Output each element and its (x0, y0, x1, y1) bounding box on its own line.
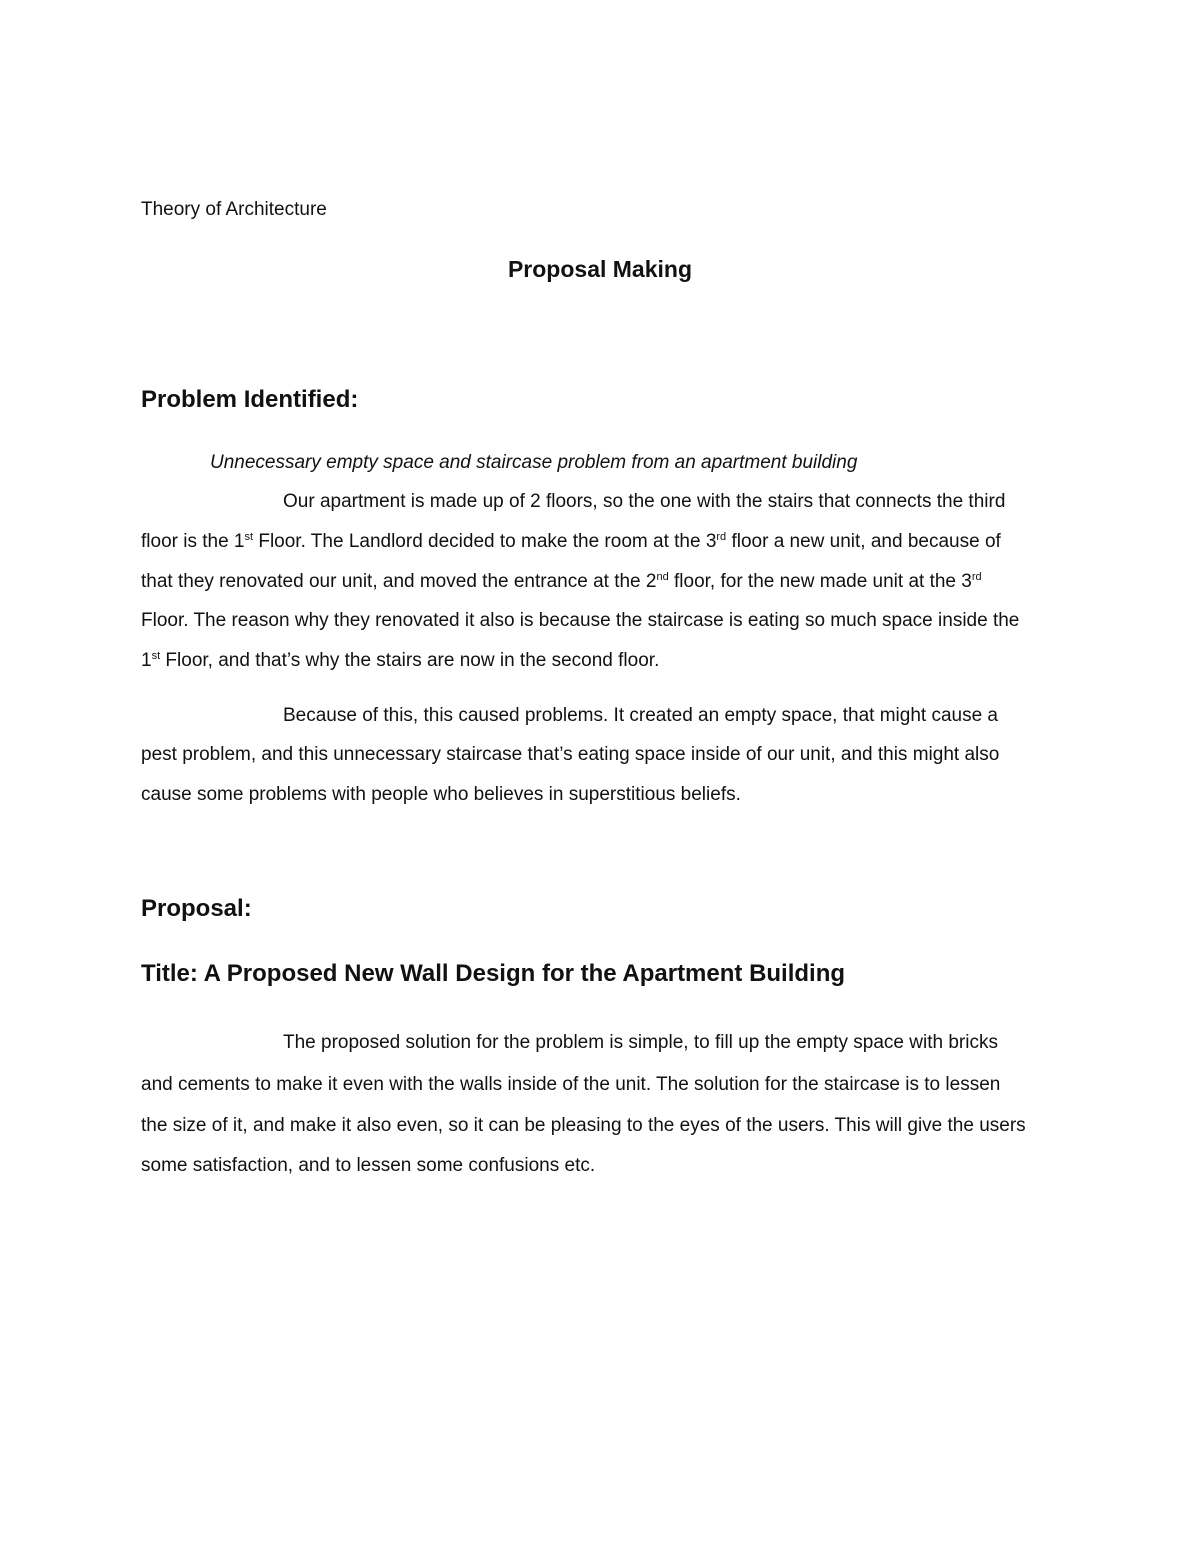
document-title: Proposal Making (507, 256, 693, 282)
proposal-paragraph-line-4: some satisfaction, and to lessen some confusions etc. (141, 1155, 596, 1176)
problem-paragraph-1-line-3: that they renovated our unit, and moved the entrance at the 2nd floor, for the new made unit at the 3rd (141, 571, 982, 592)
problem-paragraph-2-line-3: cause some problems with people who believes in superstitious beliefs. (141, 784, 741, 805)
problem-paragraph-1-line-1: Our apartment is made up of 2 floors, so the one with the stairs that connects the third (283, 491, 1006, 512)
problem-paragraph-1-line-4: Floor. The reason why they renovated it also is because the staircase is eating so much space inside the (141, 610, 1020, 631)
proposal-paragraph-line-3: the size of it, and make it also even, so it can be pleasing to the eyes of the users. This will give the users (141, 1115, 1026, 1136)
proposal-paragraph-line-1: The proposed solution for the problem is simple, to fill up the empty space with bricks (283, 1032, 998, 1053)
problem-paragraph-1-line-2: floor is the 1st Floor. The Landlord decided to make the room at the 3rd floor a new unit, and because of (141, 531, 1001, 552)
proposal-title: Title: A Proposed New Wall Design for the Apartment Building (141, 960, 846, 987)
problem-paragraph-2-line-1: Because of this, this caused problems. It created an empty space, that might cause a (283, 705, 998, 726)
problem-subtitle: Unnecessary empty space and staircase problem from an apartment building (210, 452, 858, 473)
problem-heading: Problem Identified: (141, 386, 359, 413)
proposal-heading: Proposal: (141, 895, 252, 922)
proposal-paragraph-line-2: and cements to make it even with the walls inside of the unit. The solution for the staircase is to lessen (141, 1074, 1001, 1095)
problem-paragraph-1-line-5: 1st Floor, and that’s why the stairs are now in the second floor. (141, 650, 660, 671)
problem-paragraph-2-line-2: pest problem, and this unnecessary staircase that’s eating space inside of our unit, and this might also (141, 744, 1000, 765)
course-name: Theory of Architecture (141, 199, 327, 220)
